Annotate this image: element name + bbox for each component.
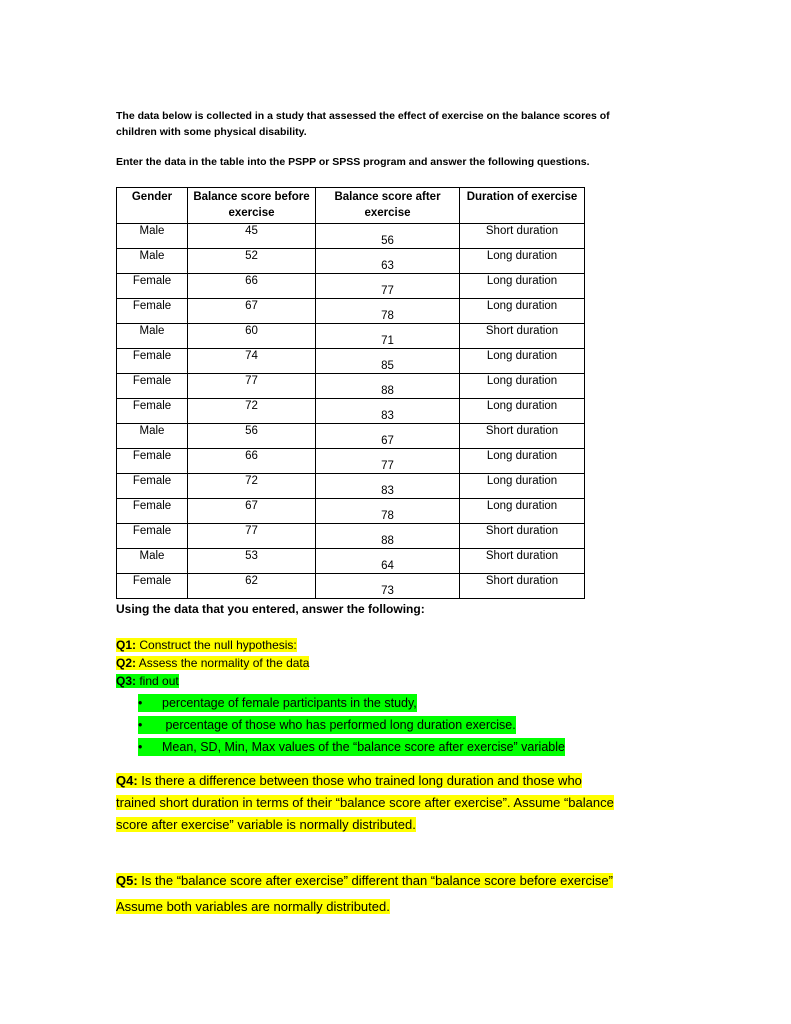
cell-duration: Short duration: [460, 324, 585, 349]
cell-gender: Male: [117, 424, 188, 449]
cell-balance-before: 67: [188, 299, 316, 324]
cell-balance-before: 77: [188, 374, 316, 399]
cell-balance-after: 78: [316, 499, 460, 524]
cell-duration: Short duration: [460, 574, 585, 599]
data-table: [116, 187, 585, 599]
cell-balance-before: 52: [188, 249, 316, 274]
cell-duration: Short duration: [460, 224, 585, 249]
cell-balance-after: 85: [316, 349, 460, 374]
cell-balance-before: 74: [188, 349, 316, 374]
cell-balance-after: 73: [316, 574, 460, 599]
cell-gender: Male: [117, 549, 188, 574]
question-2: Q2: Assess the normality of the data: [116, 656, 310, 670]
cell-balance-after: 83: [316, 474, 460, 499]
cell-duration: Long duration: [460, 499, 585, 524]
intro-line-3: Enter the data in the table into the PSPP or SPSS program and answer the following questions.: [116, 156, 590, 168]
cell-gender: Female: [117, 449, 188, 474]
cell-gender: Female: [117, 574, 188, 599]
question-3: Q3: find out: [116, 674, 179, 688]
table-row: [117, 299, 585, 324]
table-row: [117, 374, 585, 399]
cell-gender: Female: [117, 524, 188, 549]
cell-duration: Short duration: [460, 424, 585, 449]
cell-balance-after: 67: [316, 424, 460, 449]
cell-balance-after: 88: [316, 374, 460, 399]
cell-duration: Long duration: [460, 349, 585, 374]
question-1: Q1: Construct the null hypothesis:: [116, 638, 297, 652]
cell-balance-before: 77: [188, 524, 316, 549]
cell-duration: Long duration: [460, 449, 585, 474]
cell-gender: Female: [117, 274, 188, 299]
table-row: [117, 524, 585, 549]
table-row: [117, 349, 585, 374]
table-row: [117, 274, 585, 299]
question-4: Q4: Is there a difference between those who trained long duration and those who trained short duration in terms of their “balance score after exercise”. Assume “balance score after exercise” variable is normally distributed.: [116, 773, 614, 832]
cell-duration: Long duration: [460, 299, 585, 324]
cell-duration: Long duration: [460, 399, 585, 424]
table-row: [117, 424, 585, 449]
cell-gender: Female: [117, 349, 188, 374]
cell-balance-after: 56: [316, 224, 460, 249]
cell-duration: Long duration: [460, 249, 585, 274]
cell-balance-before: 66: [188, 274, 316, 299]
cell-duration: Long duration: [460, 374, 585, 399]
questions-list: [116, 636, 696, 920]
cell-balance-before: 66: [188, 449, 316, 474]
question-5: Q5: Is the “balance score after exercise” different than “balance score before exercise” Assume both variables are normally distributed.: [116, 873, 613, 914]
cell-balance-after: 64: [316, 549, 460, 574]
table-row: [117, 574, 585, 599]
cell-balance-after: 63: [316, 249, 460, 274]
header-duration: Duration of exercise: [460, 188, 585, 224]
cell-balance-after: 78: [316, 299, 460, 324]
cell-balance-before: 72: [188, 399, 316, 424]
cell-balance-before: 67: [188, 499, 316, 524]
table-row: [117, 499, 585, 524]
header-balance-after: Balance score after exercise: [316, 188, 460, 224]
table-row: [117, 549, 585, 574]
questions-heading: Using the data that you entered, answer the following:: [116, 602, 425, 616]
cell-gender: Female: [117, 374, 188, 399]
cell-gender: Female: [117, 474, 188, 499]
cell-duration: Long duration: [460, 474, 585, 499]
cell-duration: Long duration: [460, 274, 585, 299]
cell-duration: Short duration: [460, 524, 585, 549]
cell-gender: Female: [117, 399, 188, 424]
table-row: [117, 224, 585, 249]
header-balance-before: Balance score before exercise: [188, 188, 316, 224]
cell-gender: Female: [117, 499, 188, 524]
cell-balance-before: 60: [188, 324, 316, 349]
cell-balance-after: 88: [316, 524, 460, 549]
table-row: [117, 324, 585, 349]
list-item: • Mean, SD, Min, Max values of the “balance score after exercise” variable: [138, 740, 565, 754]
cell-gender: Male: [117, 324, 188, 349]
cell-balance-before: 53: [188, 549, 316, 574]
cell-balance-before: 56: [188, 424, 316, 449]
intro-text: [116, 108, 676, 170]
cell-gender: Male: [117, 249, 188, 274]
cell-balance-after: 77: [316, 274, 460, 299]
cell-balance-after: 77: [316, 449, 460, 474]
list-item: • percentage of female participants in the study,: [138, 696, 417, 710]
table-header-row: [117, 188, 585, 224]
cell-gender: Male: [117, 224, 188, 249]
cell-balance-after: 71: [316, 324, 460, 349]
cell-balance-after: 83: [316, 399, 460, 424]
cell-gender: Female: [117, 299, 188, 324]
table-row: [117, 474, 585, 499]
intro-line-1: The data below is collected in a study that assessed the effect of exercise on the balance scores of: [116, 110, 610, 122]
cell-balance-before: 72: [188, 474, 316, 499]
table-row: [117, 399, 585, 424]
table-row: [117, 249, 585, 274]
question-3-items: [138, 692, 696, 758]
cell-balance-before: 45: [188, 224, 316, 249]
intro-line-2: children with some physical disability.: [116, 126, 307, 138]
cell-balance-before: 62: [188, 574, 316, 599]
cell-duration: Short duration: [460, 549, 585, 574]
header-gender: Gender: [117, 188, 188, 224]
list-item: • percentage of those who has performed long duration exercise.: [138, 718, 516, 732]
table-body: [117, 224, 585, 599]
table-row: [117, 449, 585, 474]
